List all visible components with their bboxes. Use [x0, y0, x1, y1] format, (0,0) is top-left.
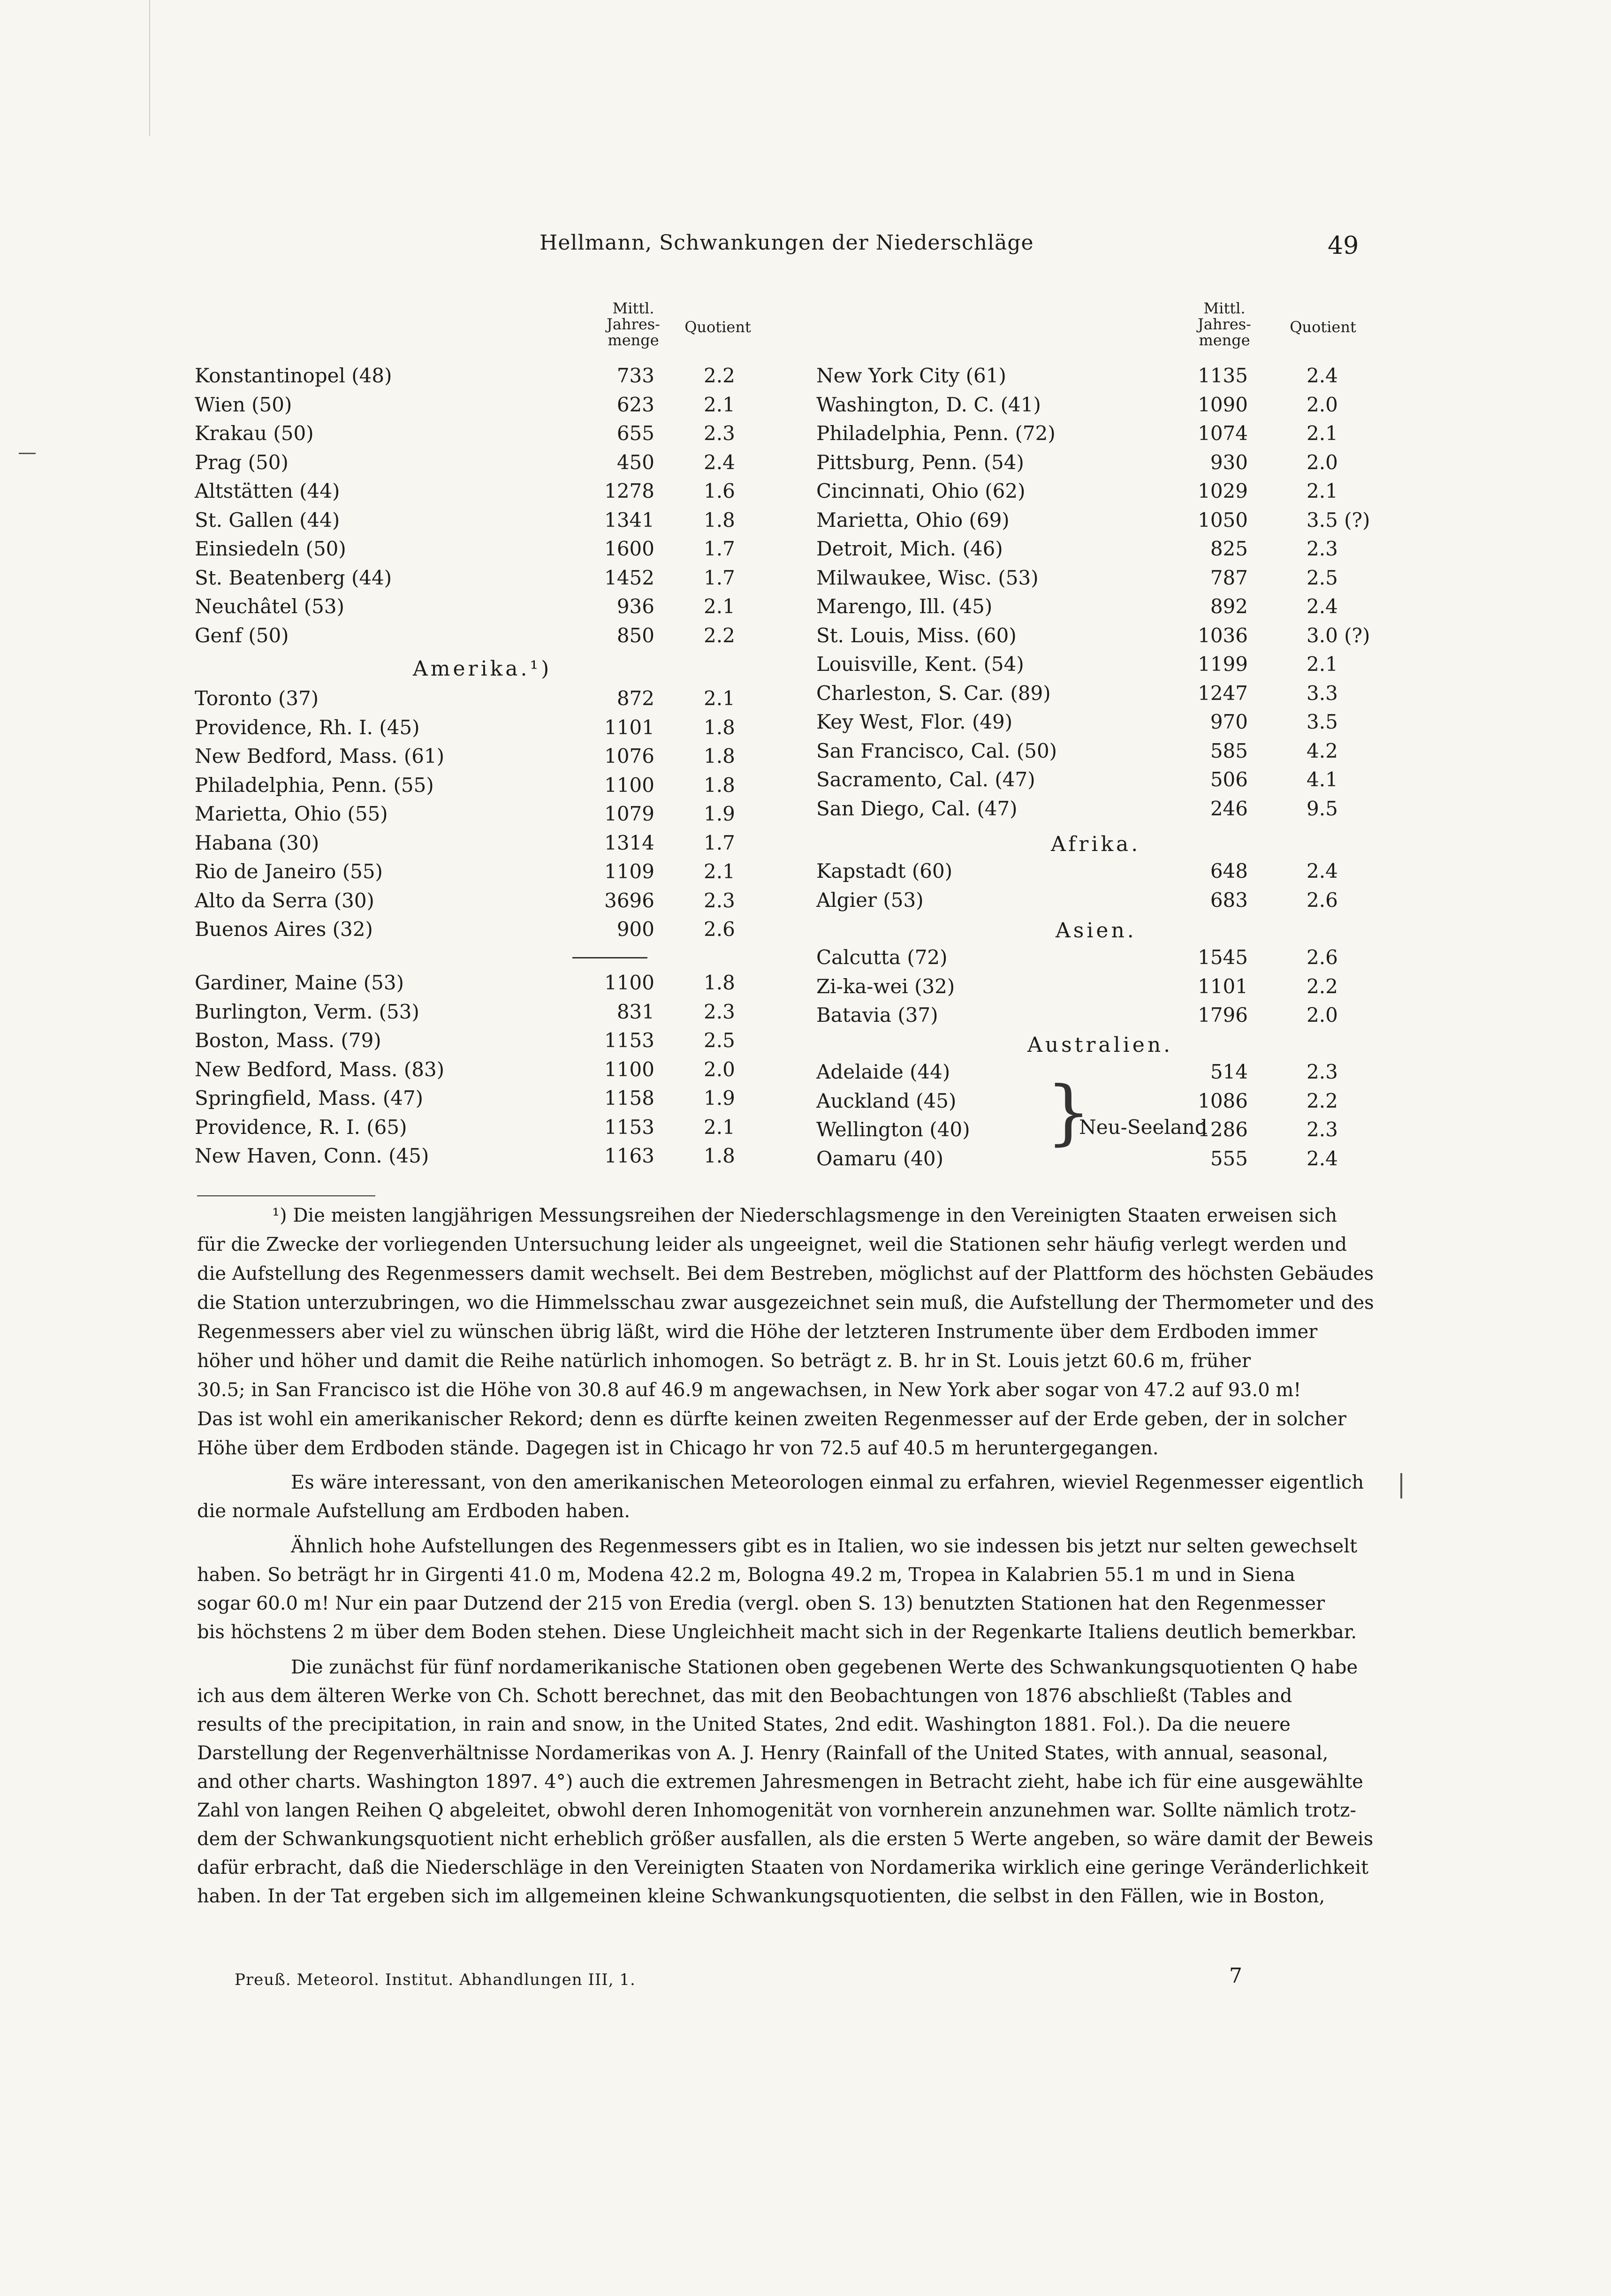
- table-row: [0, 563, 1611, 593]
- mean-value: 787: [1210, 566, 1248, 589]
- quotient-value: 2.5: [1307, 566, 1338, 589]
- mean-value: 655: [616, 422, 654, 445]
- mean-value: 872: [616, 687, 654, 710]
- station-name: Marietta, Ohio (55): [195, 802, 388, 825]
- mean-value: 1029: [1198, 479, 1248, 502]
- station-name: Key West, Flor. (49): [816, 710, 1013, 733]
- mean-value: 623: [616, 393, 654, 416]
- quotient-value: 2.1: [1307, 653, 1338, 676]
- quotient-value: 2.4: [1307, 1147, 1338, 1170]
- mean-value: 936: [616, 595, 654, 618]
- quotient-value: 2.3: [704, 1000, 735, 1023]
- paragraph-line: die normale Aufstellung am Erdboden haben.: [197, 1500, 631, 1522]
- margin-mark-right: [1400, 1473, 1402, 1498]
- footnote-line: Das ist wohl ein amerikanischer Rekord; denn es dürfte keinen zweiten Regenmesser auf der Erde geben, der in solcher: [197, 1408, 1346, 1430]
- mean-value: 1153: [604, 1115, 654, 1139]
- paragraph: [197, 1653, 1412, 1911]
- quotient-value: 2.1: [704, 687, 735, 710]
- mean-value: 892: [1210, 595, 1248, 618]
- left-quotient-header: Quotient: [684, 318, 751, 336]
- mean-value: 3696: [604, 889, 654, 912]
- paragraph-line: Darstellung der Regenverhältnisse Nordamerikas von A. J. Henry (Rainfall of the United States, with annual, seasonal,: [197, 1742, 1329, 1764]
- footnote-line: ¹) Die meisten langjährigen Messungsreihen der Niederschlagsmenge in den Vereinigten Staaten erweisen sich: [272, 1205, 1337, 1226]
- paragraph-line: bis höchstens 2 m über dem Boden stehen. Diese Ungleichheit macht sich in der Regenkarte Italiens deutlich bemerkbar.: [197, 1621, 1357, 1643]
- station-name: Neuchâtel (53): [195, 595, 344, 618]
- paragraph-line: haben. In der Tat ergeben sich im allgemeinen kleine Schwankungsquotienten, die selbst in den Fällen, wie in Boston,: [197, 1885, 1325, 1907]
- paragraph-line: ich aus dem älteren Werke von Ch. Schott berechnet, das mit den Beobachtungen von 1876 abschließt (Tables and: [197, 1685, 1292, 1707]
- paragraph-line: and other charts. Washington 1897. 4°) auch die extremen Jahresmengen in Betracht zieht, habe ich für eine ausgewählte: [197, 1771, 1363, 1793]
- mean-value: 1100: [604, 773, 654, 797]
- quotient-value: 2.1: [1307, 479, 1338, 502]
- mean-value: 1600: [604, 537, 654, 560]
- station-name: Oamaru (40): [816, 1147, 944, 1170]
- quotient-value: 2.6: [1307, 888, 1338, 912]
- quotient-value: 2.4: [1307, 364, 1338, 387]
- quotient-value: 1.8: [704, 1144, 735, 1167]
- mean-value: 1076: [604, 745, 654, 768]
- station-name: Buenos Aires (32): [195, 918, 373, 941]
- quotient-value: 2.0: [1307, 450, 1338, 474]
- mean-value: 825: [1210, 537, 1248, 560]
- mean-value: 1109: [604, 860, 654, 883]
- section-asien: Asien.: [1056, 919, 1137, 943]
- mean-value: 683: [1210, 888, 1248, 912]
- footnote-line: die Station unterzubringen, wo die Himmelsschau zwar ausgezeichnet sein muß, die Aufstellung der Thermometer und des: [197, 1292, 1374, 1314]
- mean-value: 831: [616, 1000, 654, 1023]
- quotient-value: 2.5: [704, 1029, 735, 1052]
- quotient-value: 3.0 (?): [1307, 623, 1370, 647]
- table-row: [0, 707, 1611, 737]
- mean-value: 450: [616, 450, 654, 474]
- mean-value: 1163: [604, 1144, 654, 1167]
- station-name: Marietta, Ohio (69): [816, 508, 1010, 532]
- section-australien: Australien.: [1027, 1033, 1173, 1057]
- mean-value: 514: [1210, 1060, 1248, 1083]
- mean-value: 1247: [1198, 681, 1248, 705]
- station-name: Cincinnati, Ohio (62): [816, 479, 1026, 502]
- footnote-line: Regenmessers aber viel zu wünschen übrig läßt, wird die Höhe der letzteren Instrumente über dem Erdboden immer: [197, 1321, 1318, 1343]
- station-name: Pittsburg, Penn. (54): [816, 450, 1024, 474]
- mean-value: 1036: [1198, 623, 1248, 647]
- quotient-value: 2.4: [1307, 595, 1338, 618]
- table-row: [0, 972, 1611, 1001]
- station-name: Habana (30): [195, 831, 319, 854]
- mean-value: 1199: [1198, 653, 1248, 676]
- table-row: [0, 857, 1611, 886]
- station-name: Wien (50): [195, 393, 292, 416]
- station-name: Rio de Janeiro (55): [195, 860, 383, 883]
- quotient-value: 3.5 (?): [1307, 508, 1370, 532]
- station-name: Milwaukee, Wisc. (53): [816, 566, 1039, 589]
- mean-value: 1278: [604, 479, 654, 502]
- running-title: Hellmann, Schwankungen der Niederschläge: [540, 231, 1034, 255]
- station-name: Louisville, Kent. (54): [816, 653, 1024, 676]
- paragraph-line: Die zunächst für fünf nordamerikanische Stationen oben gegebenen Werte des Schwankungsquotienten Q habe: [291, 1657, 1358, 1678]
- table-row: [0, 915, 1611, 944]
- paragraph-line: dem der Schwankungsquotient nicht erheblich größer ausfallen, als die ersten 5 Werte angeben, so wäre damit der Beweis: [197, 1828, 1374, 1850]
- mean-value: 585: [1210, 739, 1248, 762]
- left-mean-header: Mittl. Jahres- menge: [607, 299, 660, 349]
- page-number: 49: [1328, 232, 1359, 260]
- quotient-value: 1.8: [704, 745, 735, 768]
- quotient-value: 1.6: [704, 479, 735, 502]
- footnote-line: höher und höher und damit die Reihe natürlich inhomogen. So beträgt z. B. hr in St. Louis jetzt 60.6 m, früher: [197, 1350, 1251, 1372]
- quotient-value: 1.7: [704, 566, 735, 589]
- table-row: [0, 943, 1611, 972]
- margin-mark: [19, 453, 36, 454]
- table-row: [0, 1115, 1611, 1144]
- quotient-value: 3.5: [1307, 710, 1338, 733]
- footnote-line: die Aufstellung des Regenmessers damit wechselt. Bei dem Bestreben, möglichst auf der Plattform des höchsten Gebäudes: [197, 1263, 1374, 1285]
- table-row: [0, 1026, 1611, 1055]
- mean-value: 850: [616, 623, 654, 647]
- mean-value: 1101: [1198, 974, 1248, 998]
- paragraph: [197, 1532, 1412, 1647]
- section-afrika: Afrika.: [1051, 832, 1141, 856]
- mean-value: 1100: [604, 1057, 654, 1081]
- quotient-value: 2.0: [1307, 393, 1338, 416]
- quotient-value: 2.1: [704, 860, 735, 883]
- table-row: [0, 1001, 1611, 1030]
- table-row: [0, 886, 1611, 915]
- mean-value: 1050: [1198, 508, 1248, 532]
- quotient-value: 2.3: [704, 422, 735, 445]
- quotient-value: 2.1: [704, 595, 735, 618]
- paragraph-line: dafür erbracht, daß die Niederschläge in den Vereinigten Staaten von Nordamerika wirklich eine geringe Veränderlichkeit: [197, 1857, 1369, 1878]
- station-name: St. Gallen (44): [195, 508, 340, 532]
- footnote-line: 30.5; in San Francisco ist die Höhe von 30.8 auf 46.9 m angewachsen, in New York aber sogar von 47.2 auf 93.0 m!: [197, 1379, 1301, 1401]
- station-name: Algier (53): [816, 888, 924, 912]
- table-row: [0, 592, 1611, 621]
- mean-value: 1314: [604, 831, 654, 854]
- station-name: San Diego, Cal. (47): [816, 797, 1018, 820]
- station-name: Burlington, Verm. (53): [195, 1000, 419, 1023]
- quotient-value: 4.1: [1307, 768, 1338, 791]
- body-text: [197, 1468, 1412, 1917]
- station-name: San Francisco, Cal. (50): [816, 739, 1057, 762]
- paragraph-line: results of the precipitation, in rain and snow, in the United States, 2nd edit. Washington 1881. Fol.). Da die neuere: [197, 1714, 1291, 1735]
- quotient-value: 1.8: [704, 773, 735, 797]
- table-row: [0, 534, 1611, 563]
- station-name: Krakau (50): [195, 422, 314, 445]
- quotient-value: 2.4: [1307, 859, 1338, 882]
- mean-value: 1452: [604, 566, 654, 589]
- quotient-value: 2.2: [1307, 1089, 1338, 1112]
- quotient-value: 2.0: [704, 1057, 735, 1081]
- station-name: Zi-ka-wei (32): [816, 974, 955, 998]
- table-row: [0, 506, 1611, 535]
- sheet-number: 7: [1229, 1964, 1242, 1988]
- mean-value: 1286: [1198, 1118, 1248, 1141]
- quotient-value: 2.6: [1307, 946, 1338, 969]
- station-name: Providence, Rh. I. (45): [195, 715, 420, 739]
- quotient-value: 2.3: [704, 889, 735, 912]
- station-name: Springfield, Mass. (47): [195, 1087, 424, 1110]
- paragraph-line: Ähnlich hohe Aufstellungen des Regenmessers gibt es in Italien, wo sie indessen bis jetzt nur selten gewechselt: [291, 1536, 1358, 1557]
- station-name: Kapstadt (60): [816, 859, 953, 882]
- station-name: Calcutta (72): [816, 946, 948, 969]
- footer-institute: Preuß. Meteorol. Institut. Abhandlungen III, 1.: [235, 1970, 636, 1989]
- station-name: Alto da Serra (30): [195, 889, 374, 912]
- quotient-value: 2.2: [704, 364, 735, 387]
- footnote-rule: [197, 1195, 375, 1196]
- station-name: New Bedford, Mass. (83): [195, 1057, 445, 1081]
- table-row: [0, 477, 1611, 506]
- mean-value: 1135: [1198, 364, 1248, 387]
- neuseeland-label: Neu-Seeland: [1079, 1116, 1208, 1139]
- quotient-value: 1.7: [704, 537, 735, 560]
- station-name: Prag (50): [195, 450, 289, 474]
- paragraph-line: sogar 60.0 m! Nur ein paar Dutzend der 215 von Eredia (vergl. oben S. 13) benutzten Stationen hat den Regenmesser: [197, 1593, 1325, 1614]
- quotient-value: 2.0: [1307, 1004, 1338, 1026]
- mean-value: 1086: [1198, 1089, 1248, 1112]
- station-name: New Haven, Conn. (45): [195, 1144, 429, 1167]
- station-name: Philadelphia, Penn. (55): [195, 773, 434, 797]
- station-name: Wellington (40): [816, 1118, 970, 1141]
- quotient-value: 1.8: [704, 508, 735, 532]
- quotient-value: 2.1: [704, 393, 735, 416]
- mean-value: 970: [1210, 710, 1248, 733]
- station-name: Gardiner, Maine (53): [195, 971, 404, 994]
- table-row: [0, 829, 1611, 858]
- station-name: Philadelphia, Penn. (72): [816, 422, 1056, 445]
- table-row: [0, 1087, 1611, 1116]
- mean-value: 930: [1210, 450, 1248, 474]
- quotient-value: 2.2: [1307, 974, 1338, 998]
- quotient-value: 2.3: [1307, 537, 1338, 560]
- brace-neuseeland: }: [1046, 1072, 1091, 1153]
- mean-value: 1074: [1198, 422, 1248, 445]
- mean-value: 1153: [604, 1029, 654, 1052]
- quotient-value: 2.3: [1307, 1118, 1338, 1141]
- footnote-line: Höhe über dem Erdboden stände. Dagegen ist in Chicago hr von 72.5 auf 40.5 m heruntergegangen.: [197, 1437, 1159, 1459]
- quotient-value: 3.3: [1307, 681, 1338, 705]
- table-row: [0, 650, 1611, 679]
- mean-value: 1079: [604, 802, 654, 825]
- quotient-value: 2.1: [704, 1115, 735, 1139]
- table-row: [0, 621, 1611, 650]
- quotient-value: 2.2: [704, 623, 735, 647]
- paragraph-line: Es wäre interessant, von den amerikanischen Meteorologen einmal zu erfahren, wieviel Regenmesser eigentlich: [291, 1472, 1364, 1493]
- section-amerika: Amerika.¹): [413, 657, 552, 681]
- quotient-value: 2.1: [1307, 422, 1338, 445]
- quotient-value: 1.7: [704, 831, 735, 854]
- mean-value: 733: [616, 364, 654, 387]
- station-name: Sacramento, Cal. (47): [816, 768, 1035, 791]
- station-name: Genf (50): [195, 623, 289, 647]
- mean-value: 648: [1210, 859, 1248, 882]
- quotient-value: 2.3: [1307, 1060, 1338, 1083]
- mean-value: 555: [1210, 1147, 1248, 1170]
- table-row: [0, 419, 1611, 448]
- station-name: Einsiedeln (50): [195, 537, 346, 560]
- quotient-value: 1.9: [704, 802, 735, 825]
- mean-value: 900: [616, 918, 654, 941]
- station-name: Boston, Mass. (79): [195, 1029, 381, 1052]
- table-row: [0, 1144, 1611, 1173]
- station-name: New Bedford, Mass. (61): [195, 745, 445, 768]
- table-row: [0, 390, 1611, 419]
- station-name: New York City (61): [816, 364, 1006, 387]
- right-mean-header: Mittl. Jahres- menge: [1198, 299, 1251, 349]
- station-name: Altstätten (44): [195, 479, 340, 502]
- station-name: Providence, R. I. (65): [195, 1115, 407, 1139]
- quotient-value: 2.4: [704, 450, 735, 474]
- table-row: [0, 765, 1611, 794]
- right-quotient-header: Quotient: [1290, 318, 1356, 336]
- station-name: St. Louis, Miss. (60): [816, 623, 1017, 647]
- station-name: Detroit, Mich. (46): [816, 537, 1003, 560]
- mean-value: 246: [1210, 797, 1248, 820]
- station-name: St. Beatenberg (44): [195, 566, 392, 589]
- station-name: Batavia (37): [816, 1004, 938, 1026]
- mean-value: 506: [1210, 768, 1248, 791]
- station-name: Konstantinopel (48): [195, 364, 392, 387]
- table-row: [0, 737, 1611, 766]
- scan-edge-line: [149, 0, 150, 136]
- mean-value: 1341: [604, 508, 654, 532]
- table-row: [0, 794, 1611, 823]
- paragraph: [197, 1468, 1412, 1526]
- station-name: Charleston, S. Car. (89): [816, 681, 1051, 705]
- mean-value: 1545: [1198, 946, 1248, 969]
- mean-value: 1796: [1198, 1004, 1248, 1026]
- table-row: [0, 361, 1611, 390]
- station-name: Toronto (37): [195, 687, 319, 710]
- station-name: Washington, D. C. (41): [816, 393, 1041, 416]
- quotient-value: 2.6: [704, 918, 735, 941]
- mean-value: 1100: [604, 971, 654, 994]
- station-name: Marengo, Ill. (45): [816, 595, 993, 618]
- mean-value: 1158: [604, 1087, 654, 1110]
- quotient-value: 1.8: [704, 971, 735, 994]
- footnote: [197, 1201, 1412, 1463]
- table-row: [0, 1057, 1611, 1087]
- station-name: Auckland (45): [816, 1089, 957, 1112]
- mean-value: 1090: [1198, 393, 1248, 416]
- footnote-line: für die Zwecke der vorliegenden Untersuchung leider als ungeeignet, weil die Stationen sehr häufig verlegt werden und: [197, 1234, 1347, 1255]
- quotient-value: 4.2: [1307, 739, 1338, 762]
- quotient-value: 1.9: [704, 1087, 735, 1110]
- paragraph-line: Zahl von langen Reihen Q abgeleitet, obwohl deren Inhomogenität von vornherein anzunehmen war. Sollte nämlich trotz-: [197, 1800, 1356, 1821]
- quotient-value: 1.8: [704, 715, 735, 739]
- station-name: Adelaide (44): [816, 1060, 950, 1083]
- table-row: [0, 679, 1611, 708]
- quotient-value: 9.5: [1307, 797, 1338, 820]
- table-rule: [572, 957, 647, 958]
- paragraph-line: haben. So beträgt hr in Girgenti 41.0 m, Modena 42.2 m, Bologna 49.2 m, Tropea in Kalabrien 55.1 m und in Siena: [197, 1564, 1295, 1586]
- mean-value: 1101: [604, 715, 654, 739]
- table-row: [0, 448, 1611, 477]
